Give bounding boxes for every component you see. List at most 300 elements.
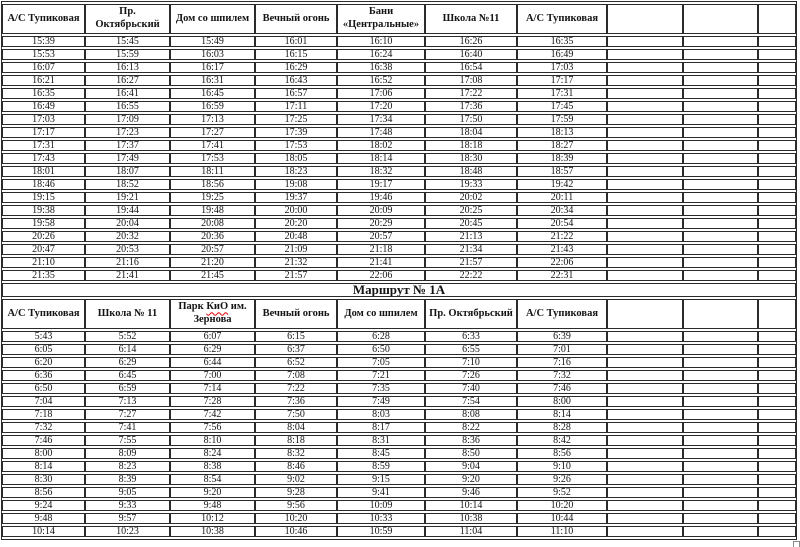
time-cell: 20:36 (170, 231, 255, 242)
time-cell: 6:29 (85, 357, 170, 368)
time-cell: 9:10 (517, 461, 607, 472)
time-cell: 16:31 (170, 75, 255, 86)
empty-cell (683, 422, 758, 433)
timetable-row (2, 153, 796, 164)
time-cell: 17:13 (170, 114, 255, 125)
timetable-row (2, 461, 796, 472)
time-cell: 17:17 (2, 127, 85, 138)
time-cell: 20:57 (170, 244, 255, 255)
time-cell: 16:59 (170, 101, 255, 112)
time-cell: 8:46 (255, 461, 337, 472)
time-cell: 17:08 (425, 75, 517, 86)
time-cell: 20:04 (85, 218, 170, 229)
empty-cell (758, 179, 796, 190)
time-cell: 7:55 (85, 435, 170, 446)
time-cell: 10:44 (517, 513, 607, 524)
empty-cell (683, 500, 758, 511)
timetable-row (2, 127, 796, 138)
empty-cell (607, 205, 683, 216)
time-cell: 16:45 (170, 88, 255, 99)
empty-cell (683, 526, 758, 537)
empty-cell (758, 36, 796, 47)
time-cell: 8:45 (337, 448, 425, 459)
time-cell: 16:29 (255, 62, 337, 73)
empty-cell (683, 179, 758, 190)
empty-cell (758, 166, 796, 177)
time-cell: 7:50 (255, 409, 337, 420)
time-cell: 7:00 (170, 370, 255, 381)
timetable-row (2, 513, 796, 524)
time-cell: 17:31 (2, 140, 85, 151)
time-cell: 21:57 (425, 257, 517, 268)
time-cell: 8:08 (425, 409, 517, 420)
time-cell: 17:03 (2, 114, 85, 125)
timetable-row (2, 422, 796, 433)
time-cell: 8:59 (337, 461, 425, 472)
timetable-row (2, 75, 796, 86)
time-cell: 18:02 (337, 140, 425, 151)
time-cell: 8:50 (425, 448, 517, 459)
timetable-row (2, 114, 796, 125)
time-cell: 20:25 (425, 205, 517, 216)
empty-cell (683, 114, 758, 125)
empty-cell (683, 513, 758, 524)
time-cell: 21:45 (170, 270, 255, 281)
time-cell: 16:13 (85, 62, 170, 73)
time-cell: 17:53 (170, 153, 255, 164)
time-cell: 21:09 (255, 244, 337, 255)
time-cell: 8:09 (85, 448, 170, 459)
timetable-row (2, 383, 796, 394)
time-cell: 16:43 (255, 75, 337, 86)
column-header-shkola-11: Школа №11 (425, 4, 517, 34)
time-cell: 17:23 (85, 127, 170, 138)
empty-cell (607, 383, 683, 394)
time-cell: 8:14 (517, 409, 607, 420)
time-cell: 16:49 (517, 49, 607, 60)
time-cell: 18:46 (2, 179, 85, 190)
time-cell: 16:57 (255, 88, 337, 99)
empty-cell (758, 231, 796, 242)
empty-cell (758, 383, 796, 394)
time-cell: 21:16 (85, 257, 170, 268)
time-cell: 8:32 (255, 448, 337, 459)
empty-cell (683, 435, 758, 446)
column-header-as-tupikovaya: А/С Тупиковая (2, 299, 85, 329)
empty-cell (683, 166, 758, 177)
empty-header-cell (683, 4, 758, 34)
empty-cell (683, 231, 758, 242)
time-cell: 22:06 (517, 257, 607, 268)
time-cell: 17:49 (85, 153, 170, 164)
empty-cell (683, 192, 758, 203)
empty-cell (758, 88, 796, 99)
empty-cell (683, 153, 758, 164)
time-cell: 22:31 (517, 270, 607, 281)
time-cell: 16:07 (2, 62, 85, 73)
empty-cell (758, 422, 796, 433)
empty-cell (607, 331, 683, 342)
time-cell: 6:50 (337, 344, 425, 355)
time-cell: 21:18 (337, 244, 425, 255)
time-cell: 17:31 (517, 88, 607, 99)
time-cell: 8:03 (337, 409, 425, 420)
empty-cell (758, 49, 796, 60)
time-cell: 8:36 (425, 435, 517, 446)
route-title: Маршрут № 1А (2, 283, 796, 297)
time-cell: 6:29 (170, 344, 255, 355)
time-cell: 18:18 (425, 140, 517, 151)
empty-cell (758, 192, 796, 203)
timetable-row (2, 526, 796, 537)
empty-cell (607, 409, 683, 420)
time-cell: 19:15 (2, 192, 85, 203)
time-cell: 18:13 (517, 127, 607, 138)
time-cell: 20:54 (517, 218, 607, 229)
time-cell: 18:27 (517, 140, 607, 151)
empty-cell (607, 49, 683, 60)
timetable-row (2, 270, 796, 281)
time-cell: 8:56 (517, 448, 607, 459)
empty-cell (607, 487, 683, 498)
empty-header-cell (758, 4, 796, 34)
time-cell: 19:46 (337, 192, 425, 203)
empty-cell (683, 270, 758, 281)
empty-cell (607, 36, 683, 47)
time-cell: 6:55 (425, 344, 517, 355)
time-cell: 18:11 (170, 166, 255, 177)
time-cell: 18:07 (85, 166, 170, 177)
time-cell: 11:10 (517, 526, 607, 537)
empty-cell (607, 357, 683, 368)
time-cell: 19:21 (85, 192, 170, 203)
time-cell: 20:32 (85, 231, 170, 242)
empty-cell (683, 49, 758, 60)
time-cell: 21:41 (337, 257, 425, 268)
time-cell: 20:08 (170, 218, 255, 229)
empty-cell (758, 370, 796, 381)
time-cell: 15:59 (85, 49, 170, 60)
time-cell: 16:52 (337, 75, 425, 86)
timetable-row (2, 244, 796, 255)
time-cell: 7:54 (425, 396, 517, 407)
time-cell: 18:52 (85, 179, 170, 190)
empty-cell (607, 526, 683, 537)
time-cell: 7:41 (85, 422, 170, 433)
empty-cell (607, 461, 683, 472)
empty-cell (758, 513, 796, 524)
time-cell: 19:48 (170, 205, 255, 216)
time-cell: 7:01 (517, 344, 607, 355)
empty-cell (683, 218, 758, 229)
time-cell: 15:45 (85, 36, 170, 47)
empty-cell (607, 192, 683, 203)
empty-cell (683, 257, 758, 268)
time-cell: 18:14 (337, 153, 425, 164)
time-cell: 15:39 (2, 36, 85, 47)
time-cell: 16:38 (337, 62, 425, 73)
time-cell: 10:12 (170, 513, 255, 524)
timetable-row (2, 166, 796, 177)
empty-cell (758, 331, 796, 342)
timetable-row (2, 62, 796, 73)
time-cell: 7:35 (337, 383, 425, 394)
time-cell: 8:04 (255, 422, 337, 433)
table1-body (2, 36, 796, 281)
time-cell: 16:54 (425, 62, 517, 73)
time-cell: 21:20 (170, 257, 255, 268)
time-cell: 18:57 (517, 166, 607, 177)
time-cell: 8:00 (2, 448, 85, 459)
time-cell: 6:44 (170, 357, 255, 368)
empty-cell (683, 88, 758, 99)
time-cell: 7:32 (517, 370, 607, 381)
time-cell: 18:04 (425, 127, 517, 138)
empty-cell (683, 62, 758, 73)
route-title-row (2, 283, 796, 297)
empty-cell (683, 344, 758, 355)
time-cell: 15:53 (2, 49, 85, 60)
time-cell: 9:48 (170, 500, 255, 511)
time-cell: 18:48 (425, 166, 517, 177)
empty-cell (683, 101, 758, 112)
time-cell: 10:33 (337, 513, 425, 524)
time-cell: 8:10 (170, 435, 255, 446)
table-resize-handle[interactable] (793, 541, 800, 547)
time-cell: 16:35 (2, 88, 85, 99)
time-cell: 9:33 (85, 500, 170, 511)
empty-cell (607, 370, 683, 381)
empty-cell (758, 257, 796, 268)
time-cell: 20:47 (2, 244, 85, 255)
column-header-as-tupikovaya-return: А/С Тупиковая (517, 299, 607, 329)
empty-cell (758, 140, 796, 151)
time-cell: 18:32 (337, 166, 425, 177)
time-cell: 16:21 (2, 75, 85, 86)
empty-cell (607, 153, 683, 164)
time-cell: 20:09 (337, 205, 425, 216)
time-cell: 17:39 (255, 127, 337, 138)
empty-header-cell (758, 299, 796, 329)
time-cell: 9:04 (425, 461, 517, 472)
time-cell: 19:08 (255, 179, 337, 190)
empty-cell (758, 526, 796, 537)
time-cell: 20:02 (425, 192, 517, 203)
time-cell: 17:59 (517, 114, 607, 125)
empty-cell (758, 435, 796, 446)
empty-cell (758, 396, 796, 407)
time-cell: 16:26 (425, 36, 517, 47)
empty-cell (607, 500, 683, 511)
table1-header (2, 4, 796, 34)
timetable-row (2, 331, 796, 342)
timetable-row (2, 435, 796, 446)
timetable-row (2, 101, 796, 112)
time-cell: 8:22 (425, 422, 517, 433)
time-cell: 21:32 (255, 257, 337, 268)
column-header-bani-centralnye: Бани «Центральные» (337, 4, 425, 34)
timetable-row (2, 474, 796, 485)
empty-cell (607, 396, 683, 407)
time-cell: 7:46 (2, 435, 85, 446)
time-cell: 19:58 (2, 218, 85, 229)
time-cell: 10:20 (255, 513, 337, 524)
empty-cell (758, 409, 796, 420)
time-cell: 8:28 (517, 422, 607, 433)
time-cell: 16:10 (337, 36, 425, 47)
time-cell: 6:50 (2, 383, 85, 394)
time-cell: 10:14 (2, 526, 85, 537)
empty-header-cell (607, 299, 683, 329)
time-cell: 8:23 (85, 461, 170, 472)
column-header-park-kio-zernova (170, 299, 255, 329)
empty-cell (758, 127, 796, 138)
time-cell: 7:42 (170, 409, 255, 420)
time-cell: 8:31 (337, 435, 425, 446)
time-cell: 18:23 (255, 166, 337, 177)
empty-cell (607, 244, 683, 255)
time-cell: 19:33 (425, 179, 517, 190)
time-cell: 7:16 (517, 357, 607, 368)
table2-header (2, 299, 796, 329)
time-cell: 9:02 (255, 474, 337, 485)
park-header-prefix: Парк (178, 301, 204, 313)
time-cell: 19:38 (2, 205, 85, 216)
time-cell: 21:35 (2, 270, 85, 281)
time-cell: 10:09 (337, 500, 425, 511)
time-cell: 22:22 (425, 270, 517, 281)
timetable-row (2, 487, 796, 498)
time-cell: 9:57 (85, 513, 170, 524)
time-cell: 8:30 (2, 474, 85, 485)
time-cell: 5:43 (2, 331, 85, 342)
empty-cell (607, 101, 683, 112)
time-cell: 7:04 (2, 396, 85, 407)
column-header-shkola-11: Школа № 11 (85, 299, 170, 329)
time-cell: 7:05 (337, 357, 425, 368)
time-cell: 17:03 (517, 62, 607, 73)
time-cell: 20:00 (255, 205, 337, 216)
time-cell: 7:13 (85, 396, 170, 407)
empty-cell (607, 114, 683, 125)
time-cell: 17:45 (517, 101, 607, 112)
time-cell: 21:10 (2, 257, 85, 268)
time-cell: 10:38 (425, 513, 517, 524)
time-cell: 17:22 (425, 88, 517, 99)
time-cell: 6:36 (2, 370, 85, 381)
empty-cell (607, 88, 683, 99)
time-cell: 8:18 (255, 435, 337, 446)
time-cell: 6:14 (85, 344, 170, 355)
time-cell: 18:30 (425, 153, 517, 164)
time-cell: 7:49 (337, 396, 425, 407)
empty-cell (683, 409, 758, 420)
time-cell: 19:25 (170, 192, 255, 203)
timetable-row (2, 370, 796, 381)
time-cell: 5:52 (85, 331, 170, 342)
column-header-as-tupikovaya-return: А/С Тупиковая (517, 4, 607, 34)
timetable-row (2, 179, 796, 190)
time-cell: 10:23 (85, 526, 170, 537)
empty-cell (683, 357, 758, 368)
timetable-row (2, 357, 796, 368)
empty-cell (607, 474, 683, 485)
empty-cell (758, 448, 796, 459)
time-cell: 15:49 (170, 36, 255, 47)
time-cell: 8:14 (2, 461, 85, 472)
empty-cell (683, 487, 758, 498)
time-cell: 20:57 (337, 231, 425, 242)
time-cell: 8:24 (170, 448, 255, 459)
time-cell: 10:46 (255, 526, 337, 537)
time-cell: 6:07 (170, 331, 255, 342)
time-cell: 21:57 (255, 270, 337, 281)
time-cell: 11:04 (425, 526, 517, 537)
empty-cell (758, 205, 796, 216)
timetable-row (2, 140, 796, 151)
time-cell: 17:41 (170, 140, 255, 151)
time-cell: 21:13 (425, 231, 517, 242)
time-cell: 10:38 (170, 526, 255, 537)
route-title-section (2, 283, 796, 297)
timetable-row (2, 218, 796, 229)
empty-cell (683, 127, 758, 138)
time-cell: 20:34 (517, 205, 607, 216)
time-cell: 16:40 (425, 49, 517, 60)
timetable-row (2, 205, 796, 216)
empty-cell (607, 513, 683, 524)
empty-cell (758, 62, 796, 73)
time-cell: 6:39 (517, 331, 607, 342)
time-cell: 9:52 (517, 487, 607, 498)
time-cell: 17:27 (170, 127, 255, 138)
time-cell: 7:08 (255, 370, 337, 381)
time-cell: 7:46 (517, 383, 607, 394)
time-cell: 6:33 (425, 331, 517, 342)
time-cell: 8:38 (170, 461, 255, 472)
time-cell: 18:56 (170, 179, 255, 190)
timetable-row (2, 36, 796, 47)
time-cell: 9:20 (425, 474, 517, 485)
time-cell: 21:22 (517, 231, 607, 242)
time-cell: 16:41 (85, 88, 170, 99)
time-cell: 7:10 (425, 357, 517, 368)
empty-cell (683, 331, 758, 342)
empty-cell (683, 396, 758, 407)
empty-header-cell (607, 4, 683, 34)
time-cell: 9:48 (2, 513, 85, 524)
empty-cell (683, 205, 758, 216)
time-cell: 6:52 (255, 357, 337, 368)
time-cell: 19:42 (517, 179, 607, 190)
column-header-vechny-ogon: Вечный огонь (255, 299, 337, 329)
time-cell: 7:27 (85, 409, 170, 420)
time-cell: 20:26 (2, 231, 85, 242)
time-cell: 17:50 (425, 114, 517, 125)
empty-cell (607, 257, 683, 268)
time-cell: 21:34 (425, 244, 517, 255)
timetable-row (2, 396, 796, 407)
time-cell: 16:17 (170, 62, 255, 73)
table2-body (2, 331, 796, 537)
time-cell: 6:05 (2, 344, 85, 355)
column-header-dom-so-shpilem: Дом со шпилем (337, 299, 425, 329)
empty-cell (683, 36, 758, 47)
time-cell: 9:41 (337, 487, 425, 498)
time-cell: 18:05 (255, 153, 337, 164)
empty-cell (607, 179, 683, 190)
time-cell: 17:53 (255, 140, 337, 151)
